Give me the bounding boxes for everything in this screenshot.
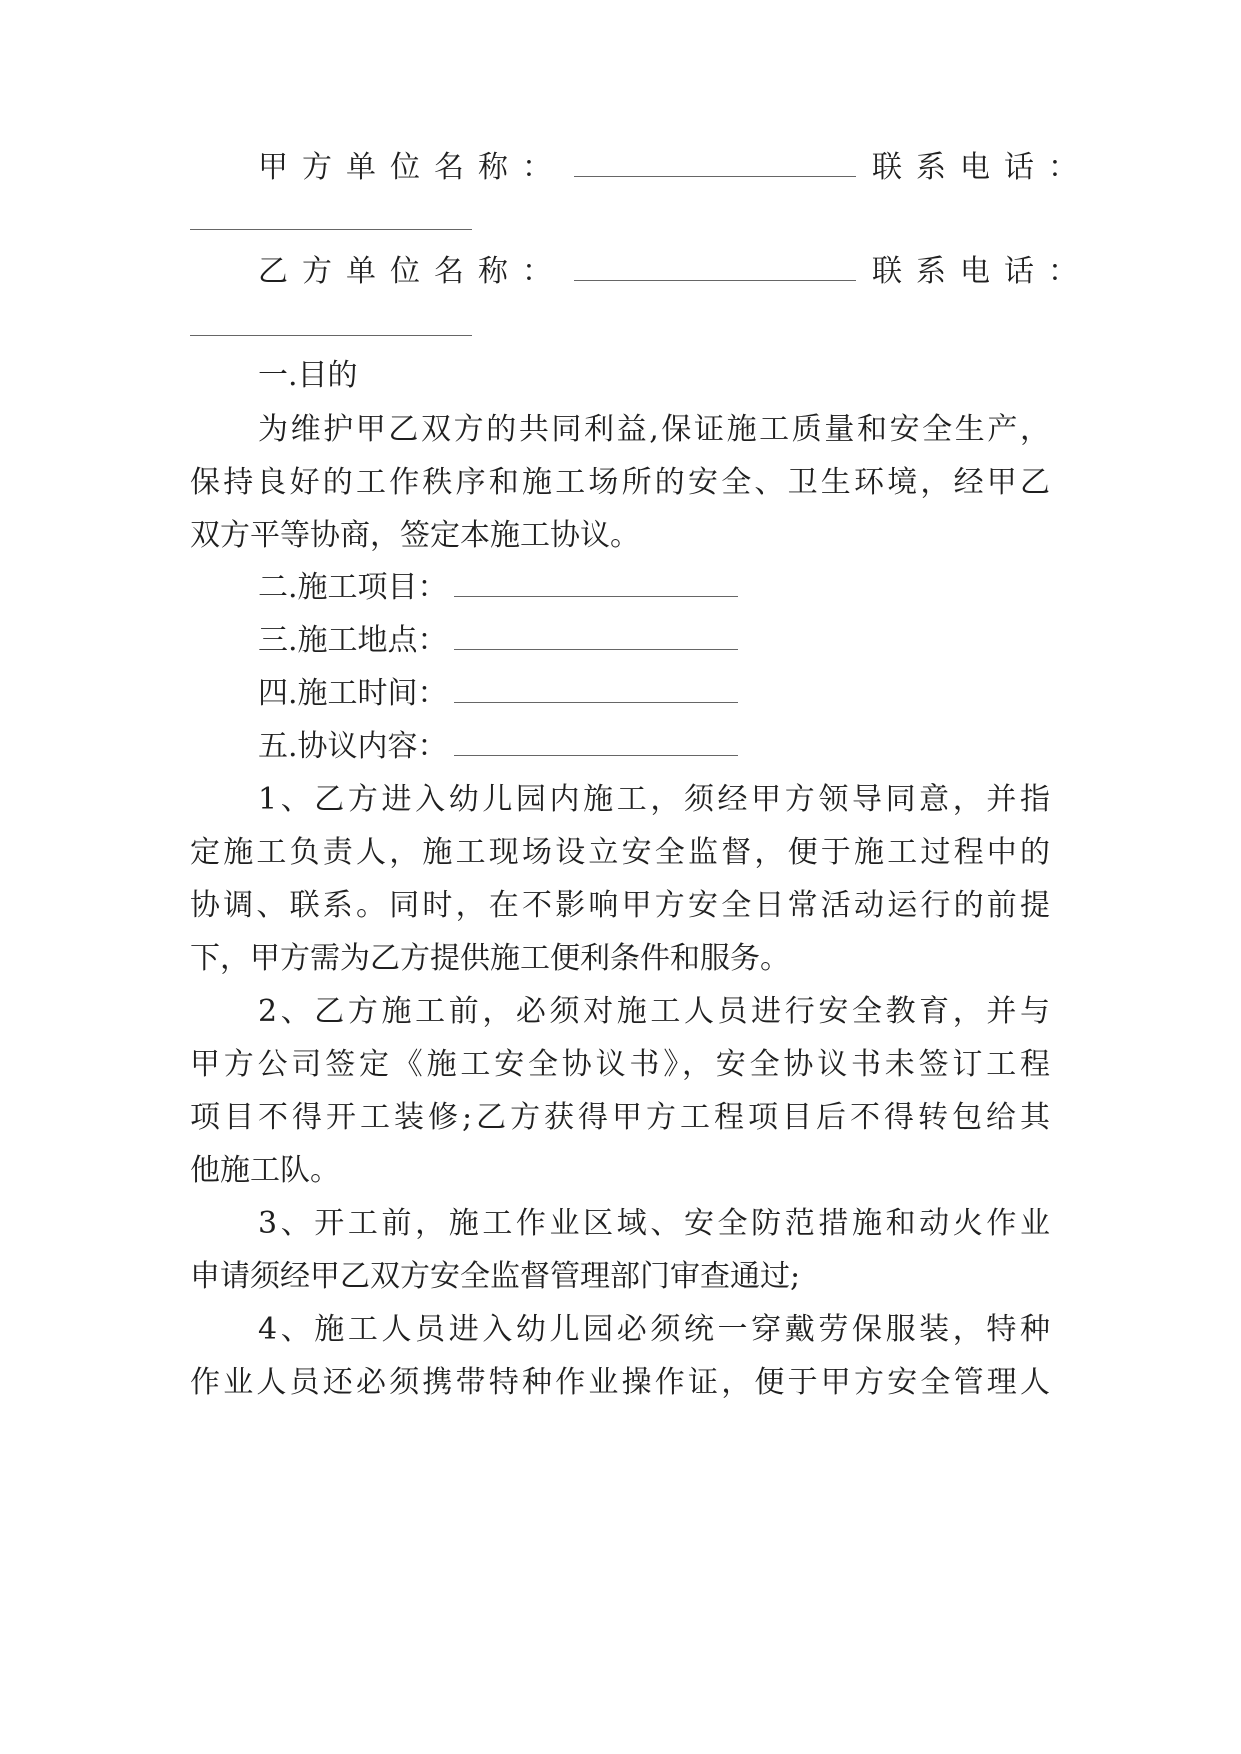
project-label: 二.施工项目： <box>258 570 448 605</box>
party-a-phone-blank <box>190 228 472 230</box>
party-b-phone-blank <box>190 334 472 336</box>
content-row <box>258 727 1050 767</box>
party-b-name-blank <box>574 252 856 281</box>
clause-1-line-2: 定施工负责人，施工现场设立安全监督，便于施工过程中的 <box>190 835 1050 870</box>
content-label: 五.协议内容： <box>258 729 448 764</box>
time-blank <box>454 674 738 703</box>
party-a-phone-label: 联系电话： <box>872 150 1092 185</box>
clause-3-line-2: 申请须经甲乙双方安全监督管理部门审查通过; <box>190 1259 801 1294</box>
location-blank <box>454 621 738 650</box>
time-label: 四.施工时间： <box>258 676 448 711</box>
clause-1-line-1: 1、乙方进入幼儿园内施工，须经甲方领导同意，并指 <box>258 782 1050 817</box>
clause-2-line-4: 他施工队。 <box>190 1153 340 1188</box>
party-a-name-label: 甲方单位名称： <box>258 150 566 185</box>
content-blank <box>454 727 738 756</box>
clause-2-line-1: 2、乙方施工前，必须对施工人员进行安全教育，并与 <box>258 994 1050 1029</box>
purpose-line-1: 为维护甲乙双方的共同利益,保证施工质量和安全生产， <box>258 412 1050 447</box>
clause-1-line-4: 下，甲方需为乙方提供施工便利条件和服务。 <box>190 941 790 976</box>
time-row <box>258 674 1050 714</box>
clause-4-line-1: 4、施工人员进入幼儿园必须统一穿戴劳保服装，特种 <box>258 1312 1050 1347</box>
project-blank <box>454 568 738 597</box>
purpose-line-2: 保持良好的工作秩序和施工场所的安全、卫生环境，经甲乙 <box>190 465 1050 500</box>
project-row <box>258 568 1050 608</box>
clause-3-line-1: 3、开工前，施工作业区域、安全防范措施和动火作业 <box>258 1206 1050 1241</box>
clause-4-line-2: 作业人员还必须携带特种作业操作证，便于甲方安全管理人 <box>190 1365 1050 1400</box>
clause-1-line-3: 协调、联系。同时，在不影响甲方安全日常活动运行的前提 <box>190 888 1050 923</box>
location-label: 三.施工地点： <box>258 623 448 658</box>
clause-2-line-3: 项目不得开工装修;乙方获得甲方工程项目后不得转包给其 <box>190 1100 1050 1135</box>
party-a-name-blank <box>574 148 856 177</box>
clause-2-line-2: 甲方公司签定《施工安全协议书》，安全协议书未签订工程 <box>190 1047 1050 1082</box>
party-b-name-label: 乙方单位名称： <box>258 254 566 289</box>
party-b-phone-label: 联系电话： <box>872 254 1092 289</box>
location-row <box>258 621 1050 661</box>
party-a-row <box>258 148 1092 188</box>
purpose-heading: 一.目的 <box>258 358 358 393</box>
purpose-line-3: 双方平等协商，签定本施工协议。 <box>190 518 640 553</box>
party-b-row <box>258 252 1092 292</box>
